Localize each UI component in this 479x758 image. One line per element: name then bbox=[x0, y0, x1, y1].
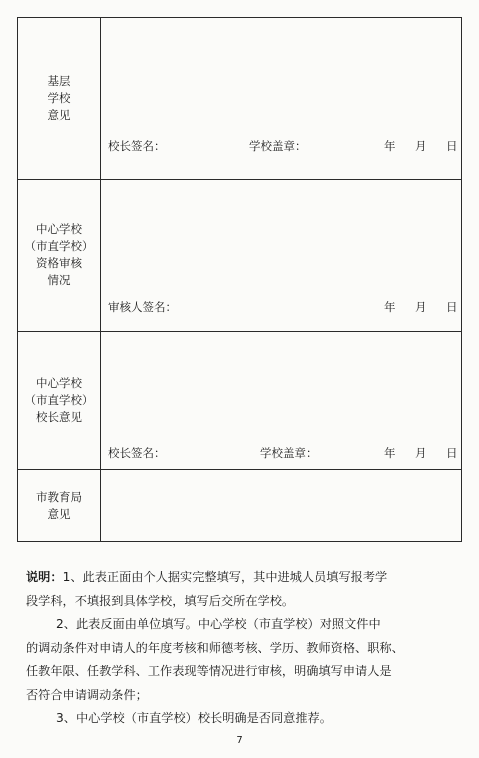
date-day: 日 bbox=[446, 300, 458, 314]
date-month: 月 bbox=[415, 300, 427, 314]
label-line: 中心学校 bbox=[36, 222, 82, 236]
column-divider bbox=[100, 18, 101, 541]
page-number: 7 bbox=[236, 735, 243, 746]
label-line: 意见 bbox=[47, 507, 71, 521]
label-line: 资格审核 bbox=[36, 256, 82, 270]
row-label-school-opinion bbox=[18, 18, 100, 179]
label-line: 中心学校 bbox=[36, 375, 82, 390]
instructions-notes bbox=[26, 566, 466, 731]
date-day: 日 bbox=[446, 446, 458, 460]
note-line: 否符合申请调动条件； bbox=[26, 687, 148, 702]
date-year: 年 bbox=[384, 446, 396, 460]
date-year: 年 bbox=[384, 139, 396, 153]
date-day: 日 bbox=[446, 139, 458, 153]
note-line: 任教年限、任教学科、工作表现等情况进行审核，明确填写申请人是 bbox=[26, 664, 392, 678]
note-line: 2、此表反面由单位填写。中心学校（市直学校）对照文件中 bbox=[56, 617, 381, 631]
reviewer-signature-label: 审核人签名： bbox=[108, 300, 177, 314]
date-month: 月 bbox=[415, 446, 427, 460]
row-label-education-bureau bbox=[18, 469, 100, 543]
note-line: 段学科，不填报到具体学校，填写后交所在学校。 bbox=[26, 593, 295, 608]
label-line: 基层 bbox=[47, 74, 71, 88]
row-label-qualification-review bbox=[18, 179, 100, 331]
note-text: 1、此表正面由个人据实完整填写，其中进城人员填写报考学 bbox=[62, 570, 388, 584]
date-month: 月 bbox=[415, 139, 427, 153]
principal-signature-label: 校长签名： bbox=[108, 446, 166, 460]
label-line: 校长意见 bbox=[36, 409, 82, 424]
notes-title: 说明： bbox=[26, 570, 63, 584]
note-line: 3、中心学校（市直学校）校长明确是否同意推荐。 bbox=[56, 711, 332, 725]
label-line: （市直学校） bbox=[24, 239, 94, 253]
label-line: 学校 bbox=[47, 91, 71, 105]
label-line: （市直学校） bbox=[24, 392, 94, 407]
note-line: 的调动条件对申请人的年度考核和师德考核、学历、教师资格、职称、 bbox=[26, 640, 404, 655]
date-year: 年 bbox=[384, 300, 396, 314]
label-line: 意见 bbox=[47, 108, 71, 122]
principal-signature-label: 校长签名： bbox=[108, 139, 166, 153]
note-line bbox=[26, 566, 466, 590]
school-seal-label: 学校盖章： bbox=[260, 446, 318, 460]
label-line: 情况 bbox=[47, 273, 71, 287]
row-label-principal-opinion bbox=[18, 331, 100, 469]
label-line: 市教育局 bbox=[36, 490, 82, 504]
opinion-form-table bbox=[17, 17, 462, 542]
school-seal-label: 学校盖章： bbox=[249, 139, 307, 153]
